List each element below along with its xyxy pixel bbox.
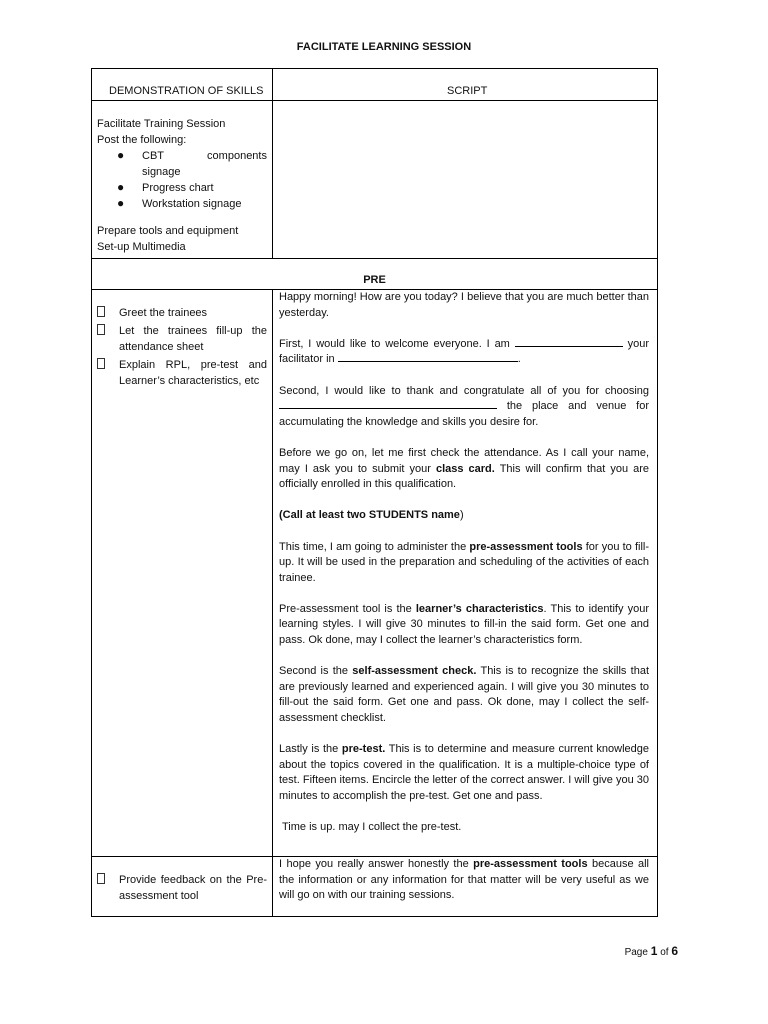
script-paragraph: This time, I am going to administer the pre-assessment tools for you to fill-up. It will be used in the preparation and scheduling of the activities of each trainee. xyxy=(279,540,650,584)
list-item: ● Workstation signage xyxy=(117,196,267,212)
list-item: Provide feedback on the Pre-assessment tool xyxy=(97,872,267,904)
checkbox-icon xyxy=(97,324,105,335)
table-border-bottom xyxy=(91,916,658,917)
list-item: Let the trainees fill-up the attendance sheet xyxy=(97,323,267,355)
script-paragraph: Lastly is the pre-test. This is to determine and measure current knowledge about the topics covered in the qualification. It is a multiple-choice type of test. Fifteen items. Encircle the letter of the correct answer. I will give you 30 minutes to accomplish the pre-test. Get one and pass. xyxy=(279,743,650,802)
script-paragraph: (Call at least two STUDENTS name) xyxy=(279,509,464,522)
list-item: Explain RPL, pre-test and Learner’s characteristics, etc xyxy=(97,357,267,389)
script-paragraph: Second is the self-assessment check. This is to recognize the skills that are previously learned and experienced again. I will give you 30 minutes to fill-out the said form. Get one and pass. Ok done, may I collect the self- assessment checklist. xyxy=(279,665,650,725)
setup-bullet-list xyxy=(117,148,267,212)
script-paragraph: Second, I would like to thank and congratulate all of you for choosing the place and venue for accumulating the knowledge and skills you desire for. xyxy=(279,384,649,428)
row-divider-setup xyxy=(91,258,658,259)
page-number: Page 1 of 6 xyxy=(624,944,678,958)
setup-cell xyxy=(97,116,267,255)
pre-actions-list xyxy=(97,305,267,389)
checkbox-icon xyxy=(97,873,105,884)
feedback-script-cell xyxy=(279,857,649,904)
script-cell xyxy=(279,290,649,836)
checkbox-icon xyxy=(97,358,105,369)
fill-in-blank xyxy=(279,399,497,409)
setup-line-prepare: Prepare tools and equipment xyxy=(97,225,239,237)
table-border-top xyxy=(91,68,658,69)
column-header-script: SCRIPT xyxy=(447,85,488,97)
feedback-action-cell xyxy=(97,872,267,906)
pre-section-heading: PRE xyxy=(363,274,386,286)
script-paragraph: I hope you really answer honestly the pre-assessment tools because all the information or any information for that matter will be very useful as we will go on with our training sessions. xyxy=(279,858,649,902)
document-title: FACILITATE LEARNING SESSION xyxy=(296,41,472,53)
script-paragraph: Happy morning! How are you today? I believe that you are much better than yesterday. xyxy=(279,291,649,319)
checkbox-icon xyxy=(97,306,105,317)
setup-line-multimedia: Set-up Multimedia xyxy=(97,241,186,253)
script-paragraph: Before we go on, let me first check the attendance. As I call your name, may I ask you to submit your class card. This will confirm that you are officially enrolled in this qualification. xyxy=(279,446,650,491)
row-divider-header xyxy=(91,100,658,101)
list-item: ● CBT components signage xyxy=(117,148,267,180)
column-divider-top xyxy=(272,68,273,259)
fill-in-blank xyxy=(515,337,623,347)
script-paragraph: First, I would like to welcome everyone. I am your facilitator in . xyxy=(279,337,650,366)
fill-in-blank xyxy=(338,352,518,362)
table-border-right xyxy=(657,68,658,917)
column-header-demonstration: DEMONSTRATION OF SKILLS xyxy=(109,85,264,97)
setup-line-post: Post the following: xyxy=(97,134,187,146)
list-item: ● Progress chart xyxy=(117,180,267,196)
script-paragraph: Pre-assessment tool is the learner’s characteristics. This to identify your learning styles. I will give 30 minutes to fill-in the said form. Get one and pass. Ok done, may I collect the learner’s characteristics form. xyxy=(279,602,649,647)
feedback-actions-list xyxy=(97,872,267,904)
column-divider-bottom xyxy=(272,289,273,917)
pre-actions-cell xyxy=(97,305,267,391)
setup-line-facilitate: Facilitate Training Session xyxy=(97,118,226,130)
script-paragraph: Time is up. may I collect the pre-test. xyxy=(282,821,462,834)
list-item: Greet the trainees xyxy=(97,305,267,321)
table-border-left xyxy=(91,68,92,917)
